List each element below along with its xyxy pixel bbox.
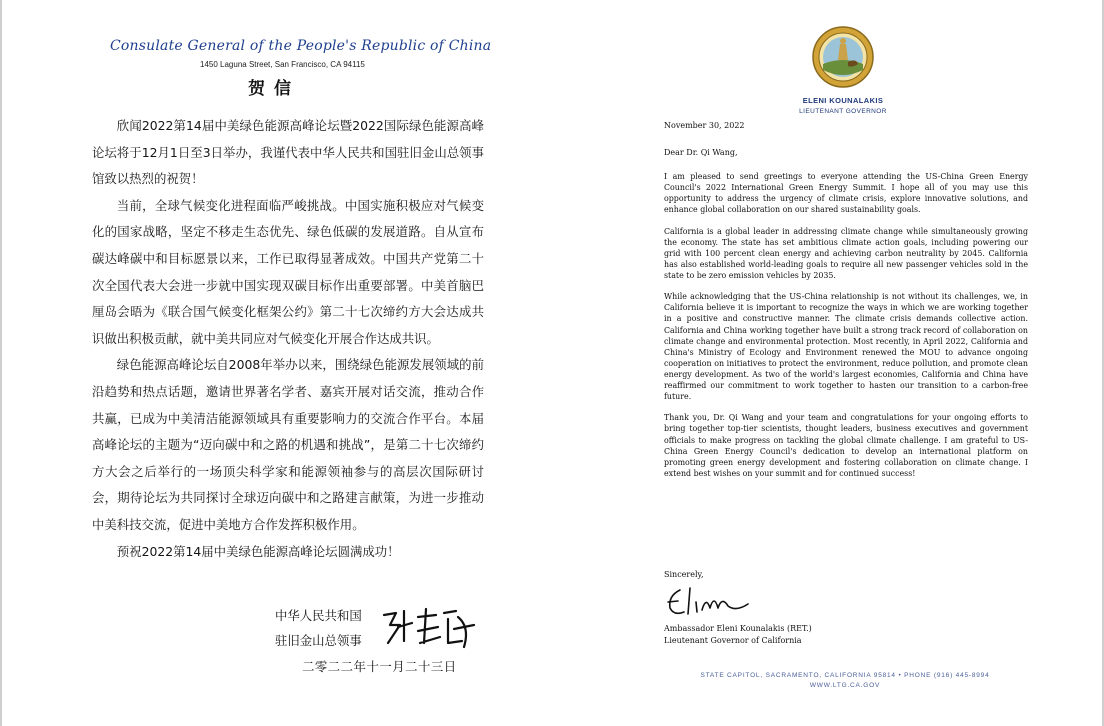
- california-state-seal-icon: [812, 26, 874, 88]
- letter-closing: Sincerely,: [664, 570, 704, 579]
- governor-paragraph-3: While acknowledging that the US-China relationship is not without its challenges, we, in California believe it is important to recognize the ways in which we are working together in a positive and constructive manner. The climate crisis demands collective action. California and China working together have built a strong track record of collaboration on climate change and environmental protection. Most recently, in April 2022, California and China's Ministry of Ecology and Environment renewed the MOU to advance ongoing cooperation on initiatives to protect the environment, reduce pollution, and promote clean energy development. As two of the world's largest economies, California and China have reaffirmed our commitment to work together to hasten our transition to a carbon-free future.: [664, 292, 1028, 402]
- consulate-paragraph-1: 欣闻2022第14届中美绿色能源高峰论坛暨2022国际绿色能源高峰论坛将于12月1日至3日举办，我谨代表中华人民共和国驻旧金山总领事馆致以热烈的祝贺！: [92, 118, 484, 187]
- consulate-letterhead-name: Consulate General of the People's Republic of China: [110, 38, 492, 54]
- consulate-address: 1450 Laguna Street, San Francisco, CA 94115: [200, 60, 365, 69]
- letter-salutation: Dear Dr. Qi Wang,: [664, 148, 738, 157]
- consulate-paragraph-4: 预祝2022第14届中美绿色能源高峰论坛圆满成功！: [116, 543, 400, 559]
- signer-title: Lieutenant Governor of California: [664, 636, 802, 645]
- consulate-paragraph-2: 当前，全球气候变化进程面临严峻挑战。中国实施积极应对气候变化的国家战略，坚定不移走生态优先、绿色低碳的发展道路。自从宣布碳达峰碳中和目标愿景以来，工作已取得显著成效。中国共产党第二十次全国代表大会进一步就中国实现双碳目标作出重要部署。中美首脑巴厘岛会晤为《联合国气候变化框架公约》第二十七次缔约方大会达成共识做出积极贡献，就中美共同应对气候变化开展合作达成共识。: [92, 197, 484, 346]
- consulate-letter-date: 二零二二年十一月二十三日: [302, 659, 457, 674]
- governor-paragraph-4: Thank you, Dr. Qi Wang and your team and congratulations for your ongoing efforts to bring together top-tier scientists, thought leaders, business executives and government officials to make progress on tackling the global climate challenge. I am grateful to US-China Green Energy Council's dedication to develop an international platform on promoting green energy development and fostering collaboration on climate change. I extend best wishes on your summit and for continued success!: [664, 413, 1028, 478]
- letterhead-footer-website: WWW.LTG.CA.GOV: [809, 682, 881, 689]
- signer-name: Ambassador Eleni Kounalakis (RET.): [664, 624, 812, 633]
- signatory-line-1: 中华人民共和国: [275, 608, 362, 623]
- governor-letter-body: [664, 171, 1028, 489]
- governor-paragraph-1: I am pleased to send greetings to everyone attending the US-China Green Energy Council's 2022 International Green Energy Summit. I hope all of you may use this opportunity to address the urgency of climate crisis, explore innovative solutions, and enhance global collaboration on our shared sustainability goals.: [664, 172, 1028, 215]
- letter-title: 贺信: [248, 79, 300, 99]
- consulate-letter-body: [92, 113, 484, 565]
- consulate-paragraph-3: 绿色能源高峰论坛自2008年举办以来，围绕绿色能源发展领域的前沿趋势和热点话题，邀请世界著名学者、嘉宾开展对话交流，推动合作共赢，已成为中美清洁能源领域具有重要影响力的交流合作平台。本届高峰论坛的主题为“迈向碳中和之路的机遇和挑战”，是第二十七次缔约方大会之后举行的一场顶尖科学家和能源领袖参与的高层次国际研讨会，期待论坛为共同探讨全球迈向碳中和之路建言献策，为进一步推动中美科技交流，促进中美地方合作发挥积极作用。: [92, 357, 484, 532]
- governor-paragraph-2: California is a global leader in addressing climate change while simultaneously growing the economy. The state has set ambitious climate action goals, including powering our grid with 100 percent clean energy and achieving carbon neutrality by 2045. California has also established world-leading goals to require all new passenger vehicles sold in the state to be zero emission vehicles by 2035.: [664, 226, 1028, 280]
- letterhead-official-title: LIEUTENANT GOVERNOR: [799, 108, 887, 115]
- letterhead-official-name: ELENI KOUNALAKIS: [802, 96, 884, 105]
- lieutenant-governor-letter: [552, 0, 1104, 726]
- governor-letter-date: November 30, 2022: [664, 121, 745, 130]
- letterhead-footer-address: STATE CAPITOL, SACRAMENTO, CALIFORNIA 95814 • PHONE (916) 445-8994: [700, 672, 990, 679]
- consul-general-signature-icon: [378, 603, 478, 653]
- signatory-line-2: 驻旧金山总领事: [275, 633, 362, 648]
- lieutenant-governor-signature-icon: [662, 582, 752, 622]
